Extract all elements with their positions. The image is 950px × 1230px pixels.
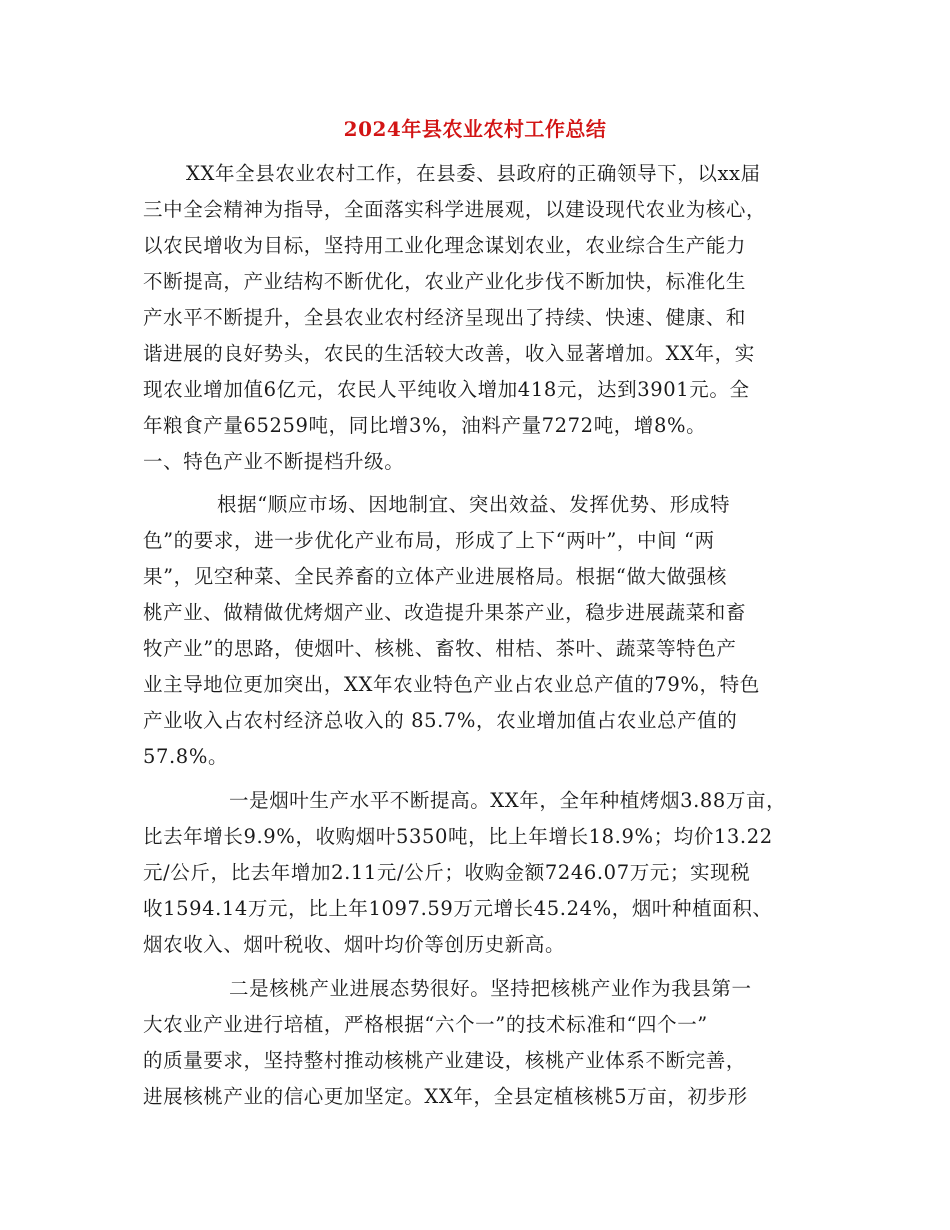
body-line: 桃产业、做精做优烤烟产业、改造提升果茶产业，稳步进展蔬菜和畜: [143, 601, 747, 624]
body-line: 产水平不断提升，全县农业农村经济呈现出了持续、快速、健康、和: [143, 306, 747, 329]
body-line: 业主导地位更加突出，XX年农业特色产业占农业总产值的79%，特色: [143, 673, 760, 696]
body-line: 三中全会精神为指导，全面落实科学进展观，以建设现代农业为核心，: [143, 198, 767, 221]
body-line: 年粮食产量65259吨，同比增3%，油料产量7272吨，增8%。: [143, 414, 707, 437]
body-line: 不断提高，产业结构不断优化，农业产业化步伐不断加快，标准化生: [143, 270, 747, 293]
body-line: 进展核桃产业的信心更加坚定。XX年，全县定植核桃5万亩，初步形: [143, 1085, 748, 1108]
body-line: 牧产业”的思路，使烟叶、核桃、畜牧、柑桔、茶叶、蔬菜等特色产: [143, 637, 737, 660]
body-line: 烟农收入、烟叶税收、烟叶均价等创历史新高。: [143, 933, 566, 956]
body-line: 收1594.14万元，比上年1097.59万元增长45.24%，烟叶种植面积、: [143, 897, 773, 920]
body-line: 色”的要求，进一步优化产业布局，形成了上下“两叶”，中间 “两: [143, 529, 715, 552]
body-line: 果”，见空种菜、全民养畜的立体产业进展格局。根据“做大做强核: [143, 565, 727, 588]
body-line: 产业收入占农村经济总收入的 85.7%，农业增加值占农业总产值的: [143, 709, 738, 732]
body-line: 二是核桃产业进展态势很好。坚持把核桃产业作为我县第一: [229, 977, 752, 1000]
body-line: 根据“顺应市场、因地制宜、突出效益、发挥优势、形成特: [217, 493, 731, 516]
body-line: 以农民增收为目标，坚持用工业化理念谋划农业，农业综合生产能力: [143, 234, 747, 257]
body-line: 一是烟叶生产水平不断提高。XX年，全年种植烤烟3.88万亩，: [229, 789, 787, 812]
section-heading: 一、特色产业不断提档升级。: [143, 450, 405, 473]
body-line: 的质量要求，坚持整村推动核桃产业建设，核桃产业体系不断完善，: [143, 1049, 747, 1072]
page-title: 2024年县农业农村工作总结: [343, 117, 607, 141]
body-line: 57.8%。: [143, 745, 229, 768]
body-line: XX年全县农业农村工作，在县委、县政府的正确领导下，以xx届: [186, 162, 761, 185]
body-line: 比去年增长9.9%，收购烟叶5350吨，比上年增长18.9%；均价13.22: [143, 825, 773, 848]
body-line: 现农业增加值6亿元，农民人平纯收入增加418元，达到3901元。全: [143, 378, 750, 401]
body-line: 元/公斤，比去年增加2.11元/公斤；收购金额7246.07万元；实现税: [143, 861, 751, 884]
body-line: 大农业产业进行培植，严格根据“六个一”的技术标准和“四个一”: [143, 1013, 708, 1036]
body-line: 谐进展的良好势头，农民的生活较大改善，收入显著增加。XX年，实: [143, 342, 755, 365]
